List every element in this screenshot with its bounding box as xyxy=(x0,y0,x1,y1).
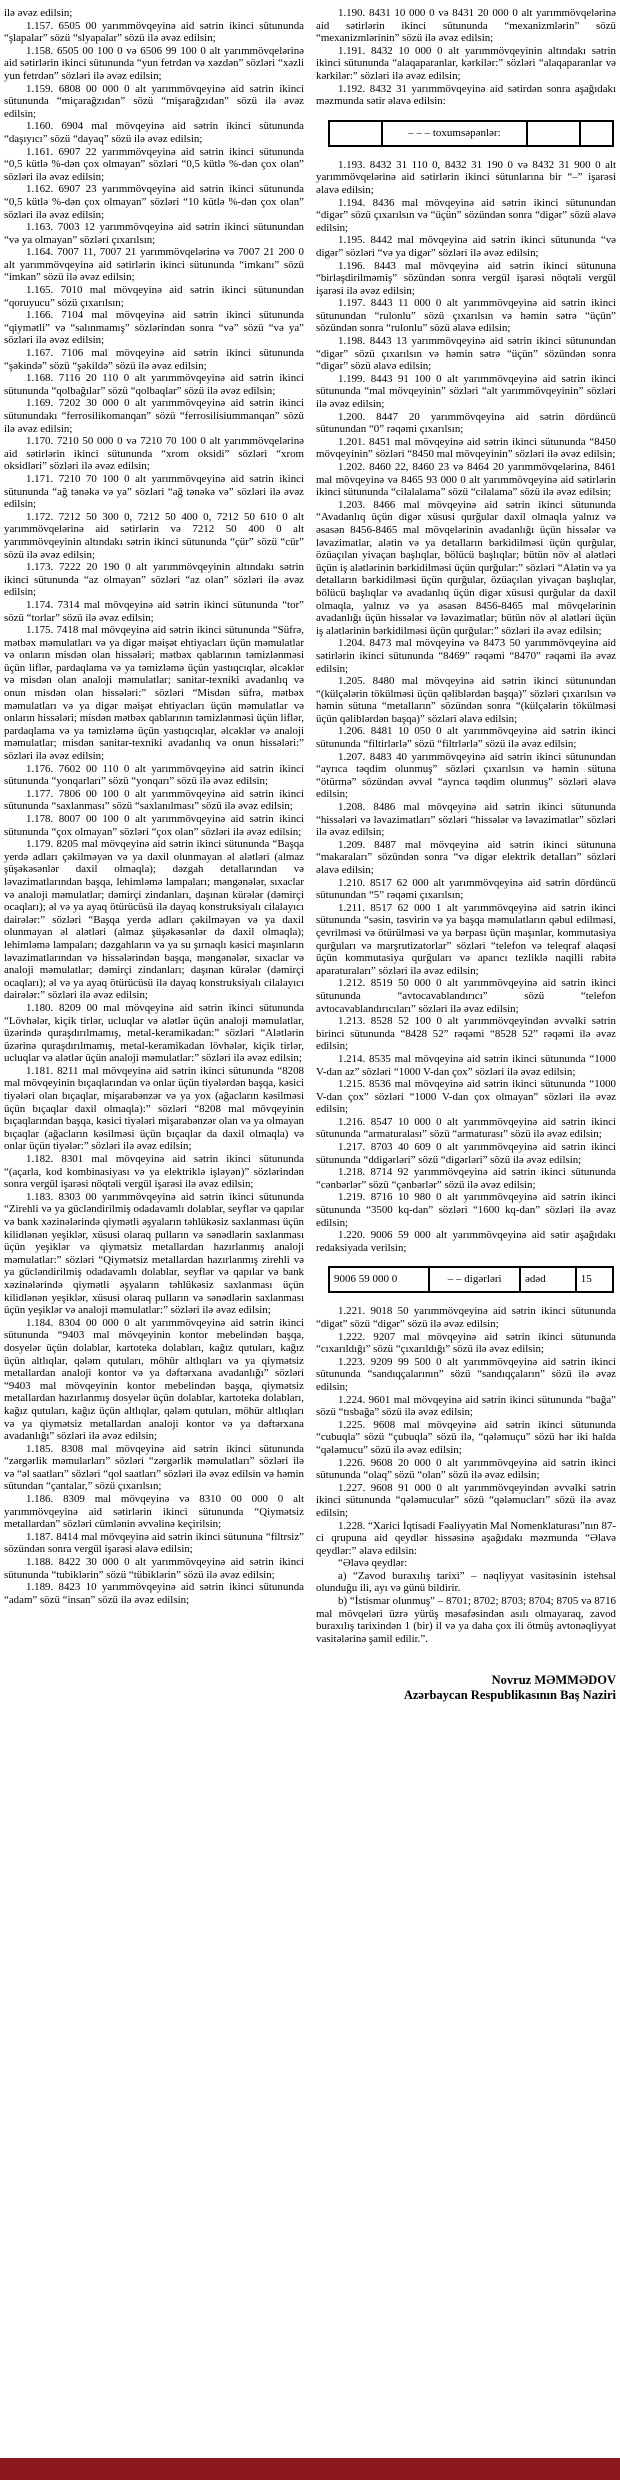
paragraph: 1.171. 7210 70 100 0 alt yarımmövqeyinə aid sətrin ikinci sütununda “ağ tənəkə və ya” sözləri “ağ tənəkə və” sözləri ilə əvəz edilsin; xyxy=(4,472,304,511)
paragraph: 1.184. 8304 00 000 0 alt yarımmövqeyinə aid sətrin ikinci sütununda “9403 mal mövqeyinin kontor mebelindən başqa, dosyelər üçün dolablar, kartoteka dolabları, kağız qutuları, kağız üçün altlıqlar, qələm qutuları, möhür altlıqları və ya qiymətsiz metallardan analoji kontor və ya dəftərxana avadanlığı” sözləri “9403 mal mövqeyinin kontor mebelindən başqa, qiymətsiz metallardan hazırlanmış dosyelər üçün dolablar, kartoteka dolabları, kağız qutuları, kağız üçün altlıqlar, qələm qutuları, möhür altlıqları və ya qiymətsiz metallardan analoji kontor və ya dəftərxana avadanlığı” sözləri ilə əvəz edilsin; xyxy=(4,1316,304,1443)
paragraph: 1.206. 8481 10 050 0 alt yarımmövqeyinə aid sətrin ikinci sütununda “filtirlərlə” sözü “filtrlərlə” sözü ilə əvəz edilsin; xyxy=(316,725,616,751)
paragraph: 1.205. 8480 mal mövqeyinə aid sətrin ikinci sütunundan “(külçələrin tökülməsi üçün qəliblərdən başqa)” sözləri çıxarılsın və həmin sütuna “metalların” sözündən sonra “(külçələrin tökülməsi üçün qəliblərdən başqa)” sözləri əlavə edilsin; xyxy=(316,675,616,725)
paragraph: 1.227. 9608 91 000 0 alt yarımmövqeyindən əvvəlki sətrin ikinci sütununda “qələmucular” sözü “qələmucları” sözü ilə əvəz edilsin; xyxy=(316,1481,616,1519)
table-row xyxy=(329,121,613,146)
paragraph: 1.218. 8714 92 yarımmövqeyinə aid sətrin ikinci sütununda “cənbərlər” sözü “çənbərlər” sözü ilə əvəz edilsin; xyxy=(316,1166,616,1191)
paragraph: 1.190. 8431 10 000 0 və 8431 20 000 0 alt yarımmövqelərinə aid sətirlərin ikinci sütununda “mexanizmlərin” sözü “mexanizmlərinin” sözü ilə əvəz edilsin; xyxy=(316,7,616,45)
paragraph: 1.177. 7806 00 100 0 alt yarımmövqeyinə aid sətrin ikinci sütununda “saxlanması” sözü “saxlanılması” sözü ilə əvəz edilsin; xyxy=(4,787,304,813)
table-cell-description: – – digərləri xyxy=(429,1267,520,1292)
paragraph: 1.211. 8517 62 000 1 alt yarımmövqeyinə aid sətrin ikinci sütununda “səsin, təsvirin və ya başqa məmulatların qəbul edilməsi, çevrilməsi və ötürülməsi və ya bərpası üçün maşınlar, kommutasiya qurğuları və marşrutizatorlar” sözləri “telefon və teleqraf əlaqəsi üçün kommutasiya qurğuları və aparıcı tezliklə naqilli rabitə aparaturaları” sözləri ilə əvəz edilsin; xyxy=(316,901,616,977)
paragraph: 1.168. 7116 20 110 0 alt yarımmövqeyinə aid sətrin ikinci sütununda “qolbağılar” sözü “qolbaqlar” sözü ilə əvəz edilsin; xyxy=(4,372,304,397)
paragraph: 1.167. 7106 mal mövqeyinə aid sətrin ikinci sütununda “şəkində” sözü “şəkildə” sözü ilə əvəz edilsin; xyxy=(4,347,304,372)
paragraph: 1.185. 8308 mal mövqeyinə aid sətrin ikinci sütununda “zərgərlik məmularları” sözləri “zərgərlik məmulatları” sözləri ilə və “əl saatları” sözləri “qol saatları” sözləri ilə əvəz edilsin və həmin sütundan “çantalar,” sözü çıxarılsın; xyxy=(4,1442,304,1493)
paragraph: 1.169. 7202 30 000 0 alt yarımmövqeyinə aid sətrin ikinci sütunundakı “ferrosilikomanqan” sözü “ferrosilisiummanqan” sözü ilə əvəz edilsin; xyxy=(4,397,304,435)
paragraph: 1.199. 8443 91 100 0 alt yarımmövqeyinə aid sətrin ikinci sütununda “mal mövqeyinin” sözləri “alt yarımmövqeyinin” sözləri ilə əvəz edilsin; xyxy=(316,372,616,411)
paragraph: 1.162. 6907 23 yarımmövqeyinə aid sətrin ikinci sütununda “0,5 kütlə %-dən çox olmayan” sözləri “10 kütlə %-dən çox olan” sözləri ilə əvəz edilsin; xyxy=(4,183,304,221)
paragraph: 1.207. 8483 40 yarımmövqeyinə aid sətrin ikinci sütunundan “ayrıca təqdim olunmuş” sözləri çıxarılsın və həmin sütuna “ötürmə” sözündən əvvəl “ayrıca təqdim olunmuş” sözləri əlavə edilsin; xyxy=(316,750,616,801)
signature-name: Novruz MƏMMƏDOV xyxy=(491,1673,616,1688)
paragraph: 1.173. 7222 20 190 0 alt yarımmövqeyinin altındakı sətrin ikinci sütununda “az olmayan” sözləri “az olan” sözləri ilə əvəz edilsin; xyxy=(4,561,304,599)
right-column-paragraphs-c xyxy=(316,1305,616,1645)
paragraph: 1.203. 8466 mal mövqeyinə aid sətrin ikinci sütununda “Avadanlıq üçün digər xüsusi qurğular daxil olmaqla yalnız və əsasən 8456-8465 mal mövqelərinin avadanlığı üçün hissələr və ləvazimatlar, alətin və ya detalların bərkidilməsi üçün qurğular, özüaçılan yivaçan başlıqlar, bölücü başlıqlar; bütün növ əl alətləri üçün iş alətlərinin bərkidilməsi üçün qurğular:” sözləri “Alətin və ya detalların bərkidilməsi üçün qurğular, özüaçılan yivaçan başlıqlar, bölücü başlıqlar və avadanlıq üçün digər xüsusi qurğular da daxil olmaqla, yalnız və ya əsasən 8456-8465 mal mövqelərinin avadanlığı üçün hissələr və ləvazimatlar; bütün növ əl alətləri üçün iş alətlərinin bərkidilməsi üçün qurğular:” sözləri ilə əvəz edilsin; xyxy=(316,498,616,637)
paragraph: 1.194. 8436 mal mövqeyinə aid sətrin ikinci sütunundan “digər” sözü çıxarılsın və “üçün” sözündən sonra “digər” sözü əlavə edilsin; xyxy=(316,196,616,234)
paragraph: 1.189. 8423 10 yarımmövqeyinə aid sətrin ikinci sütununda “adam” sözü “insan” sözü ilə əvəz edilsin; xyxy=(4,1581,304,1606)
paragraph: 1.197. 8443 11 000 0 alt yarımmövqeyinə aid sətrin ikinci sütunundan “rulonlu” sözü çıxarılsın və həmin sətrə “üçün” sözündən sonra “rulonlu” sözü əlavə edilsin; xyxy=(316,297,616,335)
table-cell-description: – – – toxumsəpənlər: xyxy=(382,121,526,146)
paragraph: 1.222. 9207 mal mövqeyinə aid sətrin ikinci sütununda “cıxarıldığı” sözü “çıxarıldığı” sözü ilə əvəz edilsin; xyxy=(316,1330,616,1356)
paragraph: 1.176. 7602 00 110 0 alt yarımmövqeyinə aid sətrin ikinci sütununda “yonqarları” sözü “yonqarı” sözü ilə əvəz edilsin; xyxy=(4,762,304,788)
paragraph: 1.204. 8473 mal mövqeyinə və 8473 50 yarımmövqeyinə aid sətirlərin ikinci sütununda “8469” rəqəmi “8470” rəqəmi ilə əvəz edilsin; xyxy=(316,637,616,675)
paragraph: 1.166. 7104 mal mövqeyinə aid sətrin ikinci sütununda “qiymətli” və “salınmamış” sözlərindən sonra “və” sözü “və ya” sözləri ilə əvəz edilsin; xyxy=(4,309,304,347)
signature-title: Azərbaycan Respublikasının Baş Naziri xyxy=(403,1688,616,1703)
paragraph: 1.201. 8451 mal mövqeyinə aid sətrin ikinci sütununda “8450 mövqeyinin” sözləri “8450 mal mövqeyinin” sözləri ilə əvəz edilsin; xyxy=(316,435,616,461)
paragraph: 1.202. 8460 22, 8460 23 və 8464 20 yarımmövqelərinə, 8461 mal mövqeyinə və 8465 93 000 0 alt yarımmövqeyinə aid sətirlərin ikinci sütununda “cilalalama” sözü “cilalama” sözü ilə əvəz edilsin; xyxy=(316,461,616,499)
paragraph: 1.164. 7007 11, 7007 21 yarımmövqelərinə və 7007 21 200 0 alt yarımmövqeyinə aid sətirlərin ikinci sütununda “imkanı” sözü “imkan” sözü ilə əvəz edilsin; xyxy=(4,246,304,284)
paragraph: 1.200. 8447 20 yarımmövqeyinə aid sətrin dördüncü sütunundan “0” rəqəmi çıxarılsın; xyxy=(316,410,616,436)
bottom-red-bar xyxy=(0,2458,620,2480)
table-cell-code: 9006 59 000 0 xyxy=(329,1267,429,1292)
paragraph: a) “Zavod buraxılış tarixi” – nəqliyyat vasitəsinin istehsal olunduğu ili, ayı və günü bildirir. xyxy=(316,1569,616,1595)
paragraph: “Əlavə qeydlər: xyxy=(338,1557,408,1570)
paragraph: 1.182. 8301 mal mövqeyinə aid sətrin ikinci sütununda “(açarla, kod kombinasiyası və ya elektriklə işləyən)” sözlərindən sonra vergül işarəsi nöqtəli vergül işarəsi ilə əvəz edilsin; xyxy=(4,1153,304,1191)
table-cell-code xyxy=(329,121,382,146)
paragraph: 1.159. 6808 00 000 0 alt yarımmövqeyinə aid sətrin ikinci sütununda “miçarağzıdan” sözü “mişarağzıdan” sözü ilə əvəz edilsin; xyxy=(4,82,304,120)
paragraph: 1.180. 8209 00 mal mövqeyinə aid sətrin ikinci sütununda “Lövhələr, kiçik tirlər, ucluqlar və alətlər üçün analoji məmulatlar, üzərində quraşdırılmamış, metal-keramikadan:” sözləri “Alətlərin üzərinə quraşdırılmamış, metal-keramikadan lövhələr, kiçik tirlər, ucluqlar və alətlər üçün analoji məmulatlar:” sözləri ilə əvəz edilsin; xyxy=(4,1001,304,1065)
left-column-paragraphs xyxy=(4,20,304,1607)
paragraph: 1.217. 8703 40 609 0 alt yarımmövqeyinə aid sətrin ikinci sütununda “ddigərləri” sözü “digərləri” sözü ilə əvəz edilsin; xyxy=(316,1141,616,1166)
paragraph: 1.191. 8432 10 000 0 alt yarımmövqeyinin altındakı sətrin ikinci sütununda “alaqaparanlar, kərkilər:” sözləri “alaqaparanlar və kərkilər:” sözləri ilə əvəz edilsin; xyxy=(316,44,616,82)
paragraph: 1.161. 6907 22 yarımmövqeyinə aid sətrin ikinci sütununda “0,5 kütlə %-dən çox olmayan” sözləri “0,5 kütlə %-dən çox olan” sözləri ilə əvəz edilsin; xyxy=(4,145,304,183)
continuation-line: ilə əvəz edilsin; xyxy=(4,7,73,19)
paragraph: 1.174. 7314 mal mövqeyinə aid sətrin ikinci sütununda “tor” sözü “torlar” sözü ilə əvəz edilsin; xyxy=(4,598,304,624)
table-row xyxy=(329,1267,613,1292)
paragraph: 1.214. 8535 mal mövqeyinə aid sətrin ikinci sütununda “1000 V-dan az” sözləri “1000 V-dan çox” sözləri ilə əvəz edilsin; xyxy=(316,1052,616,1078)
paragraph: 1.213. 8528 52 100 0 alt yarımmövqeyindən əvvəlki sətrin birinci sütununda “8428 52” rəqəmi “8528 52” rəqəmi ilə əvəz edilsin; xyxy=(316,1015,616,1053)
paragraph: 1.196. 8443 mal mövqeyinə aid sətrin ikinci sütununa “birləşdirilməmiş” sözündən sonra vergül işarəsi nöqtəli vergül işarəsi ilə əvəz edilsin; xyxy=(316,259,616,297)
paragraph: b) “İstismar olunmuş” – 8701; 8702; 8703; 8704; 8705 və 8716 mal mövqeləri üzrə yürüş məsafəsindən asılı olmayaraq, zavod buraxılış tarixindən 1 (bir) il və ya daha çox ili ötmüş avtonəqliyyat vasitələrinə şamil edilir.”. xyxy=(316,1595,616,1645)
paragraph: 1.179. 8205 mal mövqeyinə aid sətrin ikinci sütununda “Başqa yerdə adları çəkilməyən və ya daxil olunmayan əl alətləri (almaz şüşəkəsənlər daxil olmaqla); dəzgah detallarından və ləvazimatlarından başqa, lehimləmə lampaları; məngənələr, sıxaclar və analoji məmulatlar; dəmirçi zindanları, daşınan kürələr (dəmirçi ocaqları); əl və ya ayaq ötürücüsü ilə dayaq konstruksiyalı cilalayıcı dairələr:” sözləri “Başqa yerdə adları çəkilməyən və ya daxil olunmayan əl alətləri (almaz şüşəkəsənlər də daxil olmaqla); lehimləmə lampaları; dəzgahların və ya su şırnaqlı kəsici maşınların ləvazimatlarından və hissələrindən başqa, məngənələr, sıxaclar və analoji məmulatlar; dəmirçi zindanları; daşınan kürələr (dəmirçi ocaqları); əl və ya ayaq ötürücüsü ilə dayaq konstruksiyalı cilalayıcı dairələr:” sözləri ilə əvəz edilsin; xyxy=(4,838,304,1002)
paragraph: 1.193. 8432 31 110 0, 8432 31 190 0 və 8432 31 900 0 alt yarımmövqelərinə aid sətirlərin ikinci sütunlarına bir “–” işarəsi əlavə edilsin; xyxy=(316,158,616,196)
amended-row-table xyxy=(328,1266,614,1293)
paragraph: 1.181. 8211 mal mövqeyinə aid sətrin ikinci sütununda “8208 mal mövqeyinin bıçaqlarından və onlar üçün tiyələrdən başqa, kəsici tiyələri olan bıçaqlar, mişarabənzər və ya yox (ağacların kəsilməsi üçün bıçaqlar daxil olmaqla):” sözləri “8208 mal mövqeyinin bıçaqlarından başqa, kəsici tiyələri mişarabənzər olan və ya olmayan bıçaqlar (ağacların kəsilməsi üçün bıçaqlar da daxil olmaqla) və onlar üçün tiyələr:” sözləri ilə əvəz edilsin; xyxy=(4,1064,304,1153)
paragraph: 1.223. 9209 99 500 0 alt yarımmövqeyinə aid sətrin ikinci sütununda “sandıqçalarının” sözü “sandıqçaların” sözü ilə əvəz edilsin; xyxy=(316,1355,616,1393)
paragraph: 1.226. 9608 20 000 0 alt yarımmövqeyinə aid sətrin ikinci sütununda “olaq” sözü “olan” sözü ilə əvəz edilsin; xyxy=(316,1456,616,1482)
right-column-paragraphs-a xyxy=(316,7,616,108)
table-cell-unit xyxy=(527,121,580,146)
inserted-row-table xyxy=(328,120,614,147)
paragraph: 1.183. 8303 00 yarımmövqeyinə aid sətrin ikinci sütununda “Zirehli və ya gücləndirilmiş odadavamlı dolablar, seyflər və qapılar və bank xəzinələrində qiymətli əşyaların təhlükəsiz saxlanması üçün kilidlənən yeşiklər, xüsusi olaraq pulların və sənədlərin saxlanması üçün yeşiklər və qiymətsiz metallardan hazırlanmış analoji məmulatlar:” sözləri “Qiymətsiz metallardan hazırlanmış zirehli və ya gücləndirilmiş odadavamlı dolablar, seyflər və qapılar və bank xəzinələrində qiymətli əşyaların təhlükəsiz saxlanması üçün kilidlənən yeşiklər, xüsusi olaraq pulların və sənədlərin saxlanması üçün yeşiklər və analoji məmulatlar:” sözləri ilə əvəz edilsin; xyxy=(4,1190,304,1317)
right-column-paragraphs-b xyxy=(316,159,616,1255)
paragraph: 1.160. 6904 mal mövqeyinə aid sətrin ikinci sütununda “daşıyıcı” sözü “dayaq” sözü ilə əvəz edilsin; xyxy=(4,120,304,145)
table-cell-rate: 15 xyxy=(576,1267,613,1292)
paragraph: 1.208. 8486 mal mövqeyinə aid sətrin ikinci sütununda “hissələri və ləvazimatları” sözləri “hissələr və ləvazimatlar” sözləri ilə əvəz edilsin; xyxy=(316,801,616,839)
paragraph: 1.221. 9018 50 yarımmövqeyinə aid sətrin ikinci sütununda “digət” sözü “digər” sözü ilə əvəz edilsin; xyxy=(316,1305,616,1330)
paragraph: 1.172. 7212 50 300 0, 7212 50 400 0, 7212 50 610 0 alt yarımmövqelərinə aid sətirlərin və 7212 50 400 0 alt yarımmövqeyinin altındakı sətrin ikinci sütununda “çür” sözü “cür” sözü ilə əvəz edilsin; xyxy=(4,510,304,561)
paragraph: 1.224. 9601 mal mövqeyinə aid sətrin ikinci sütununda “bağa” sözü “tısbağa” sözü ilə əvəz edilsin; xyxy=(316,1393,616,1419)
left-column xyxy=(4,7,304,1703)
paragraph: 1.163. 7003 12 yarımmövqeyinə aid sətrin ikinci sütunundan “və ya olmayan” sözləri çıxarılsın; xyxy=(4,221,304,246)
right-column xyxy=(316,7,616,1703)
paragraph: 1.216. 8547 10 000 0 alt yarımmövqeyinə aid sətrin ikinci sütununda “armaturalası” sözü “armaturası” sözü ilə əvəz edilsin; xyxy=(316,1115,616,1141)
paragraph: 1.228. “Xarici İqtisadi Fəaliyyətin Mal Nomenklaturası”nın 87-ci qrupuna aid qeydlər hissəsinə aşağıdakı məzmunda “Əlavə qeydlər:” əlavə edilsin: xyxy=(316,1519,616,1557)
paragraph: 1.165. 7010 mal mövqeyinə aid sətrin ikinci sütunundan “qoruyucu” sözü çıxarılsın; xyxy=(4,284,304,309)
paragraph: 1.157. 6505 00 yarımmövqeyinə aid sətrin ikinci sütununda “şlapalar” sözü “slyapalar” sözü ilə əvəz edilsin; xyxy=(4,19,304,45)
paragraph: 1.215. 8536 mal mövqeyinə aid sətrin ikinci sütununda “1000 V-dan çox” sözləri “1000 V-dan çox olmayan” sözləri ilə əvəz edilsin; xyxy=(316,1078,616,1116)
paragraph: 1.158. 6505 00 100 0 və 6506 99 100 0 alt yarımmövqelərinə aid sətirlərin ikinci sütununda “yun fetrdən və xəzdən” sözləri “xəzli yun fetrdən” sözləri ilə əvəz edilsin; xyxy=(4,44,304,82)
paragraph: 1.219. 8716 10 980 0 alt yarımmövqeyinə aid sətrin ikinci sütununda “3500 kq-dan” sözləri “1600 kq-dan” sözləri ilə əvəz edilsin; xyxy=(316,1191,616,1229)
paragraph: 1.186. 8309 mal mövqeyinə və 8310 00 000 0 alt yarımmövqeyinə aid sətirlərin ikinci sütununda “Qiymətsiz metallardan” sözləri cümlənin əvvəlinə keçirilsin; xyxy=(4,1493,304,1531)
paragraph: 1.192. 8432 31 yarımmövqeyinə aid sətirdən sonra aşağıdakı məzmunda sətir əlavə edilsin: xyxy=(316,82,616,108)
paragraph: 1.225. 9608 mal mövqeyinə aid sətrin ikinci sütununda “cubuqla” sözü “çubuqla” sözü ilə, “qələmuçu” sözü hər iki halda “qələmucu” sözü ilə əvəz edilsin; xyxy=(316,1418,616,1456)
paragraph: 1.178. 8007 00 100 0 alt yarımmövqeyinə aid sətrin ikinci sütununda “çox olmayan” sözləri “çox olan” sözləri ilə əvəz edilsin; xyxy=(4,813,304,838)
paragraph: 1.220. 9006 59 000 alt yarımmövqeyinə aid sətir aşağıdakı redaksiyada verilsin; xyxy=(316,1229,616,1254)
paragraph: 1.187. 8414 mal mövqeyinə aid sətrin ikinci sütununa “filtrsiz” sözündən sonra vergül işarəsi əlavə edilsin; xyxy=(4,1530,304,1556)
paragraph: 1.198. 8443 13 yarımmövqeyinə aid sətrin ikinci sütunundan “digər” sözü çıxarılsın və həmin sətrə “üçün” sözündən sonra “digər” sözü əlavə edilsin; xyxy=(316,335,616,373)
paragraph: 1.209. 8487 mal mövqeyinə aid sətrin ikinci sütununa “makaraları” sözündən sonra “və digər elektrik detalları” sözləri əlavə edilsin; xyxy=(316,838,616,876)
signature-block xyxy=(316,1673,616,1703)
table-cell-unit: ədəd xyxy=(520,1267,576,1292)
table-cell-rate xyxy=(580,121,613,146)
paragraph: 1.212. 8519 50 000 0 alt yarımmövqeyinə aid sətrin ikinci sütununda “avtocavablandırıcı” sözü “telefon avtocavablandırıcıları” sözləri ilə əvəz edilsin; xyxy=(316,977,616,1015)
paragraph: 1.175. 7418 mal mövqeyinə aid sətrin ikinci sütununda “Süfrə, mətbəx məmulatları və ya digər məişət ehtiyacları üçün məmulatlar və onların misdən olan hissələri; mətbəx qablarının təmizlənməsi üçün liflər, pardaqlama və ya təmizləmə üçün yastıqcıqlar, əlcəklər və misdən olan analoji məmulatlar; sanitar-texniki avadanlıq və onun misdən olan hissələri:” sözləri “Misdən süfrə, mətbəx məmulatları və ya digər məişət ehtiyacları üçün məmulatlar və onların hissələri; misdən mətbəx qablarının təmizlənməsi üçün liflər, pardaqlama və ya təmizləmə üçün yastıqcıqlar, əlcəklər və analoji məmulatlar; misdən sanitar-texniki avadanlıq və onun hissələri:” sözləri ilə əvəz edilsin; xyxy=(4,624,304,763)
paragraph: 1.170. 7210 50 000 0 və 7210 70 100 0 alt yarımmövqelərinə aid sətirlərin ikinci sütununda “xrom oksidi” sözləri “xrom oksidləri” sözləri ilə əvəz edilsin; xyxy=(4,435,304,473)
paragraph: 1.188. 8422 30 000 0 alt yarımmövqeyinə aid sətrin ikinci sütununda “tubiklərin” sözü “tübiklərin” sözü ilə əvəz edilsin; xyxy=(4,1556,304,1581)
paragraph: 1.195. 8442 mal mövqeyinə aid sətrin ikinci sütununda “və digər” sözləri “və ya digər” sözləri ilə əvəz edilsin; xyxy=(316,234,616,259)
paragraph: 1.210. 8517 62 000 alt yarımmövqeyinə aid sətrin dördüncü sütunundan “5” rəqəmi çıxarılsın; xyxy=(316,876,616,902)
